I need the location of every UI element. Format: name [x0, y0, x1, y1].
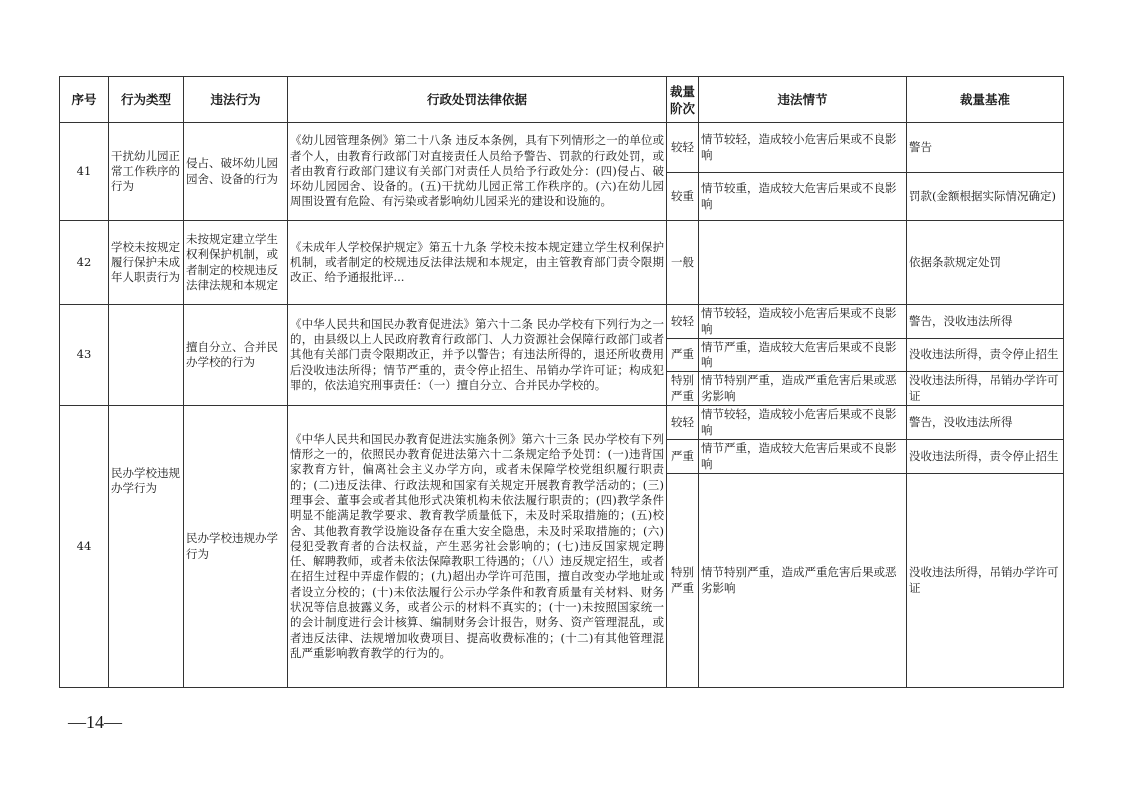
discretion-standard: 没收违法所得，吊销办学许可证: [907, 474, 1064, 688]
circumstance: 情节较轻，造成较小危害后果或不良影响: [699, 406, 907, 440]
discretion-level: 特别严重: [667, 372, 699, 406]
legal-basis: 《幼儿园管理条例》第二十八条 违反本条例，具有下列情形之一的单位或者个人，由教育行政部门对直接责任人员给予警告、罚款的行政处罚，或者由教育行政部门建议有关部门对责任人员给予行政处分：(四)侵占、破坏幼儿园园舍、设备的。(五)干扰幼儿园正常工作秩序的。(六)在幼儿园周围设置有危险、有污染或者影响幼儿园采光的建设和设施的。: [288, 123, 667, 221]
discretion-standard: 警告，没收违法所得: [907, 305, 1064, 339]
circumstance: 情节较轻，造成较小危害后果或不良影响: [699, 123, 907, 173]
violation: 擅自分立、合并民办学校的行为: [184, 305, 288, 406]
discretion-level: 严重: [667, 339, 699, 372]
discretion-standard: 没收违法所得，责令停止招生: [907, 339, 1064, 372]
row-number: 44: [60, 406, 109, 688]
legal-basis: 《中华人民共和国民办教育促进法实施条例》第六十三条 民办学校有下列情形之一的，依照民办教育促进法第六十二条规定给予处罚：(一)违背国家教育方针，偏离社会主义办学方向，或者未保障学校党组织履行职责的；(二)违反法律、行政法规和国家有关规定开展教育教学活动的；(三)理事会、董事会或者其他形式决策机构未依法履行职责的；(四)教学条件明显不能满足教学要求、教育教学质量低下，未及时采取措施的；(五)校舍、其他教育教学设施设备存在重大安全隐患，未及时采取措施的；(六)侵犯受教育者的合法权益，产生恶劣社会影响的；(七)违反国家规定聘任、解聘教师，或者未依法保障教职工待遇的；（八）违反规定招生，或者在招生过程中弄虚作假的；(九)超出办学许可范围，擅自改变办学地址或者设立分校的；(十)未依法履行公示办学条件和教育质量有关材料、财务状况等信息披露义务，或者公示的材料不真实的；(十一)未按照国家统一的会计制度进行会计核算、编制财务会计报告，财务、资产管理混乱，或者违反法律、法规增加收费项目、提高收费标准的；(十二)有其他管理混乱严重影响教育教学的行为的。: [288, 406, 667, 688]
header-cell: 行政处罚法律依据: [288, 77, 667, 123]
discretion-standard: 警告: [907, 123, 1064, 173]
discretion-standard: 罚款(金额根据实际情况确定): [907, 173, 1064, 221]
discretion-standard: 没收违法所得，责令停止招生: [907, 440, 1064, 474]
discretion-standard: 没收违法所得，吊销办学许可证: [907, 372, 1064, 406]
header-cell: 违法情节: [699, 77, 907, 123]
violation: 未按规定建立学生权利保护机制，或者制定的校规违反法律法规和本规定: [184, 221, 288, 305]
discretion-standard: 依据条款规定处罚: [907, 221, 1064, 305]
behavior-type: 干扰幼儿园正常工作秩序的行为: [109, 123, 184, 221]
behavior-type: 学校未按规定履行保护未成年人职责行为: [109, 221, 184, 305]
circumstance: 情节严重，造成较大危害后果或不良影响: [699, 440, 907, 474]
discretion-level: 较轻: [667, 123, 699, 173]
page-number: —14—: [68, 712, 122, 732]
header-cell: 行为类型: [109, 77, 184, 123]
legal-basis: 《未成年人学校保护规定》第五十九条 学校未按本规定建立学生权利保护机制，或者制定的校规违反法律法规和本规定，由主管教育部门责令限期改正、给予通报批评...: [288, 221, 667, 305]
legal-basis: 《中华人民共和国民办教育促进法》第六十二条 民办学校有下列行为之一的，由县级以上人民政府教育行政部门、人力资源社会保障行政部门或者其他有关部门责令限期改正，并予以警告；有违法所得的，退还所收费用后没收违法所得；情节严重的，责令停止招生、吊销办学许可证；构成犯罪的，依法追究刑事责任：（一）擅自分立、合并民办学校的。: [288, 305, 667, 406]
violation: 民办学校违规办学行为: [184, 406, 288, 688]
behavior-type: 民办学校违规办学行为: [109, 406, 184, 688]
discretion-level: 特别严重: [667, 474, 699, 688]
table-row: [60, 305, 1064, 339]
behavior-type: [109, 305, 184, 406]
discretion-level: 较轻: [667, 406, 699, 440]
row-number: 41: [60, 123, 109, 221]
discretion-level: 严重: [667, 440, 699, 474]
circumstance: 情节较轻，造成较小危害后果或不良影响: [699, 305, 907, 339]
violation: 侵占、破坏幼儿园园舍、设备的行为: [184, 123, 288, 221]
row-number: 43: [60, 305, 109, 406]
discretion-standard: 警告，没收违法所得: [907, 406, 1064, 440]
header-row: [60, 77, 1064, 123]
header-cell: 裁量基准: [907, 77, 1064, 123]
circumstance: 情节较重，造成较大危害后果或不良影响: [699, 173, 907, 221]
circumstance: 情节严重，造成较大危害后果或不良影响: [699, 339, 907, 372]
discretion-level: 一般: [667, 221, 699, 305]
table-row: [60, 123, 1064, 173]
header-cell: 序号: [60, 77, 109, 123]
circumstance: 情节特别严重，造成严重危害后果或恶劣影响: [699, 372, 907, 406]
circumstance: [699, 221, 907, 305]
discretion-level: 较轻: [667, 305, 699, 339]
table-row: [60, 406, 1064, 440]
table-row: [60, 221, 1064, 305]
discretion-level: 较重: [667, 173, 699, 221]
row-number: 42: [60, 221, 109, 305]
penalty-table: [59, 76, 1064, 688]
header-cell: 裁量阶次: [667, 77, 699, 123]
header-cell: 违法行为: [184, 77, 288, 123]
circumstance: 情节特别严重，造成严重危害后果或恶劣影响: [699, 474, 907, 688]
